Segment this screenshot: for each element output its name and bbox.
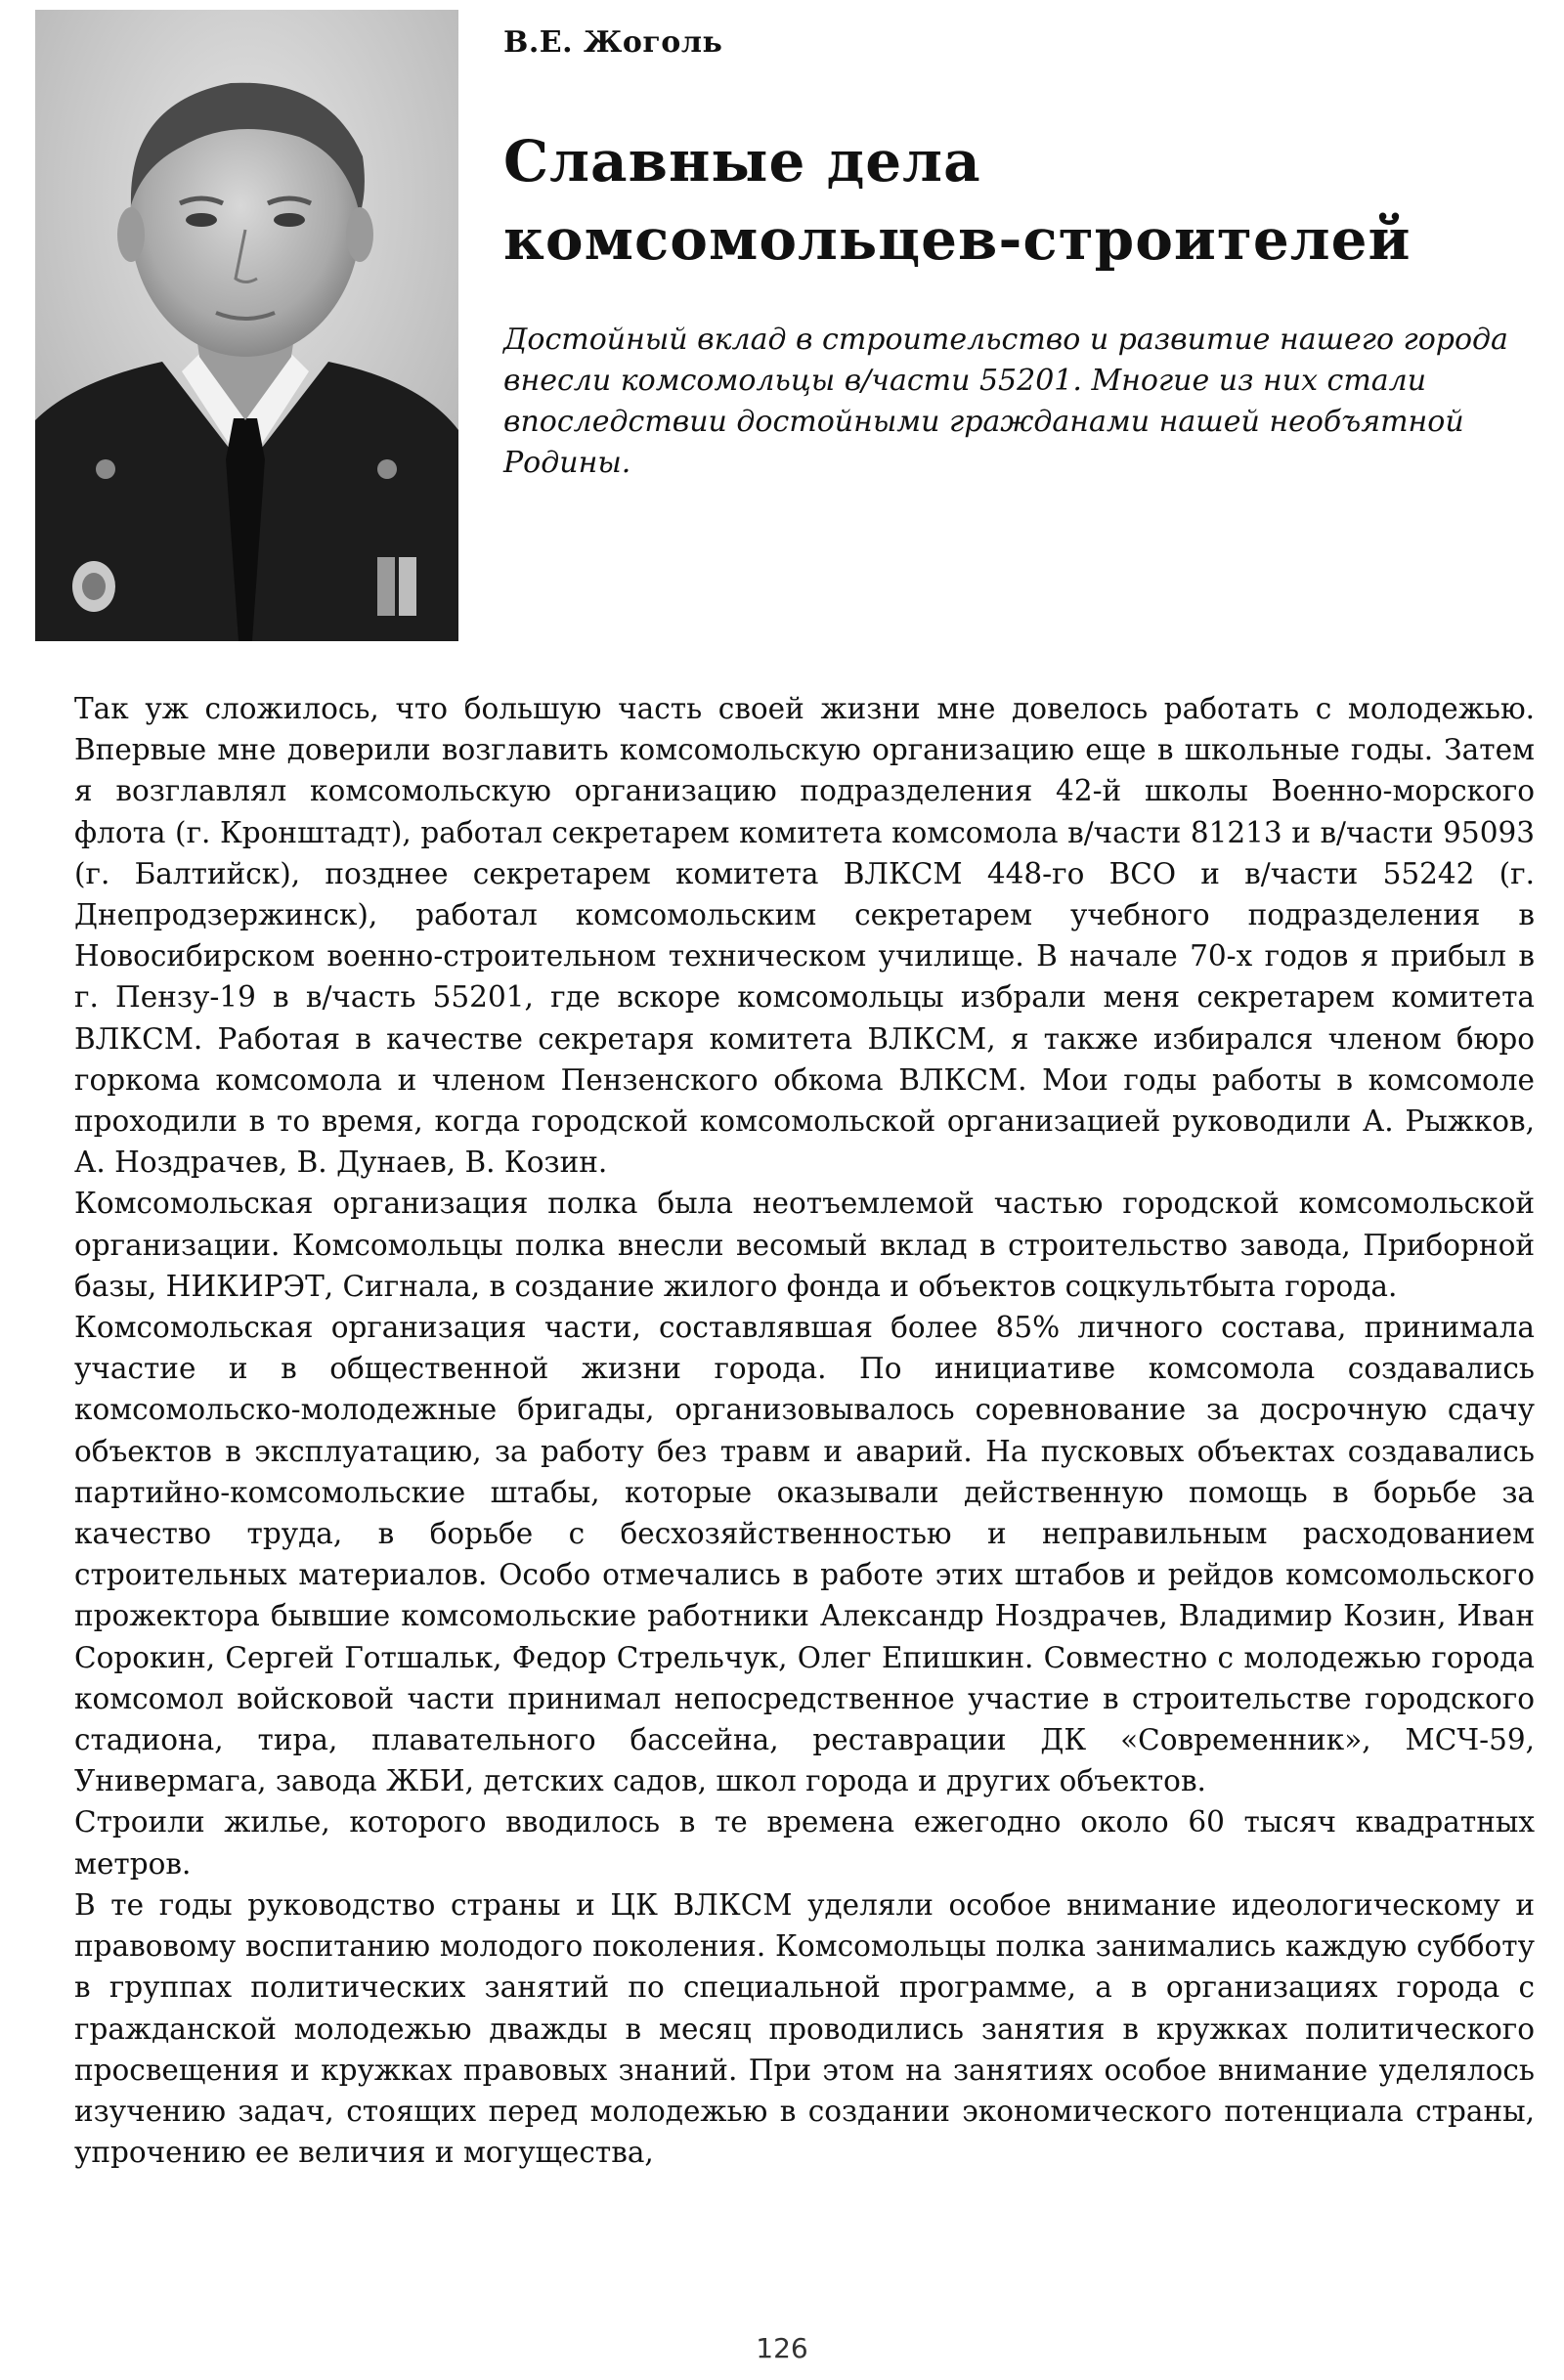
body-paragraph: В те годы руководство страны и ЦК ВЛКСМ уделяли особое внимание идеологическому и правовому воспитанию молодого поколения. Комсомольцы полка занимались каждую субботу в группах политических занятий по специальной программе, а в организациях города с гражданской молодежью дважды в месяц проводились занятия в кружках политического просвещения и кружках правовых знаний. При этом на занятиях особое внимание уделялось изучению задач, стоящих перед молодежью в создании экономического потенциала страны, упрочению ее величия и могущества, — [74, 1887, 1535, 2170]
article-title — [503, 122, 1530, 279]
article-title-line-2: комсомольцев-строителей — [503, 206, 1412, 273]
article-title-line-1: Славные дела — [503, 128, 981, 195]
body-paragraph: Комсомольская организация полка была неотъемлемой частью городской комсомольской организации. Комсомольцы полка внесли весомый вклад в строительство завода, Приборной базы, НИКИРЭТ, Сигнала, в создание жилого фонда и объектов соцкультбыта города. — [74, 1187, 1535, 1303]
article-header — [503, 8, 1530, 484]
page-number: 126 — [756, 2332, 808, 2364]
article-body — [74, 688, 1535, 2173]
body-paragraph: Комсомольская организация части, составлявшая более 85% личного состава, принимала участие и в общественной жизни города. По инициативе комсомола создавались комсомольско-молодежные бригады, организовывалось соревнование за досрочную сдачу объектов в эксплуатацию, за работу без травм и аварий. На пусковых объектах создавались партийно-комсомольские штабы, которые оказывали действенную помощь в борьбе за качество труда, в борьбе с бесхозяйственностью и неправильным расходованием строительных материалов. Особо отмечались в работе этих штабов и рейдов комсомольского прожектора бывшие комсомольские работники Александр Ноздрачев, Владимир Козин, Иван Сорокин, Сергей Готшальк, Федор Стрельчук, Олег Епишкин. Совместно с молодежью города комсомол войсковой части принимал непосредственное участие в строительстве городского стадиона, тира, плавательного бассейна, реставрации ДК «Современник», МСЧ-59, Универмага, завода ЖБИ, детских садов, школ города и других объектов. — [74, 1311, 1535, 1798]
article-author: В.Е. Жоголь — [503, 25, 723, 60]
body-paragraph: Строили жилье, которого вводилось в те времена ежегодно около 60 тысяч квадратных метров. — [74, 1805, 1535, 1881]
body-paragraph: Так уж сложилось, что большую часть своей жизни мне довелось работать с молодежью. Впервые мне доверили возглавить комсомольскую организацию еще в школьные годы. Затем я возглавлял комсомольскую организацию подразделения 42-й школы Военно-морского флота (г. Кронштадт), работал секретарем комитета комсомола в/части 81213 и в/части 95093 (г. Балтийск), позднее секретарем комитета ВЛКСМ 448-го ВСО и в/части 55242 (г. Днепродзержинск), работал комсомольским секретарем учебного подразделения в Новосибирском военно-строительном техническом училище. В начале 70-х годов я прибыл в г. Пензу-19 в в/часть 55201, где вскоре комсомольцы избрали меня секретарем комитета ВЛКСМ. Работая в качестве секретаря комитета ВЛКСМ, я также избирался членом бюро горкома комсомола и членом Пензенского обкома ВЛКСМ. Мои годы работы в комсомоле проходили в то время, когда городской комсомольской организацией руководили А. Рыжков, А. Ноздрачев, В. Дунаев, В. Козин. — [74, 692, 1535, 1180]
article-lead: Достойный вклад в строительство и развитие нашего города внесли комсомольцы в/части 55201. Многие из них стали впоследствии достойными гражданами нашей необъятной Родины. — [503, 323, 1508, 480]
author-portrait-photo — [35, 10, 458, 641]
